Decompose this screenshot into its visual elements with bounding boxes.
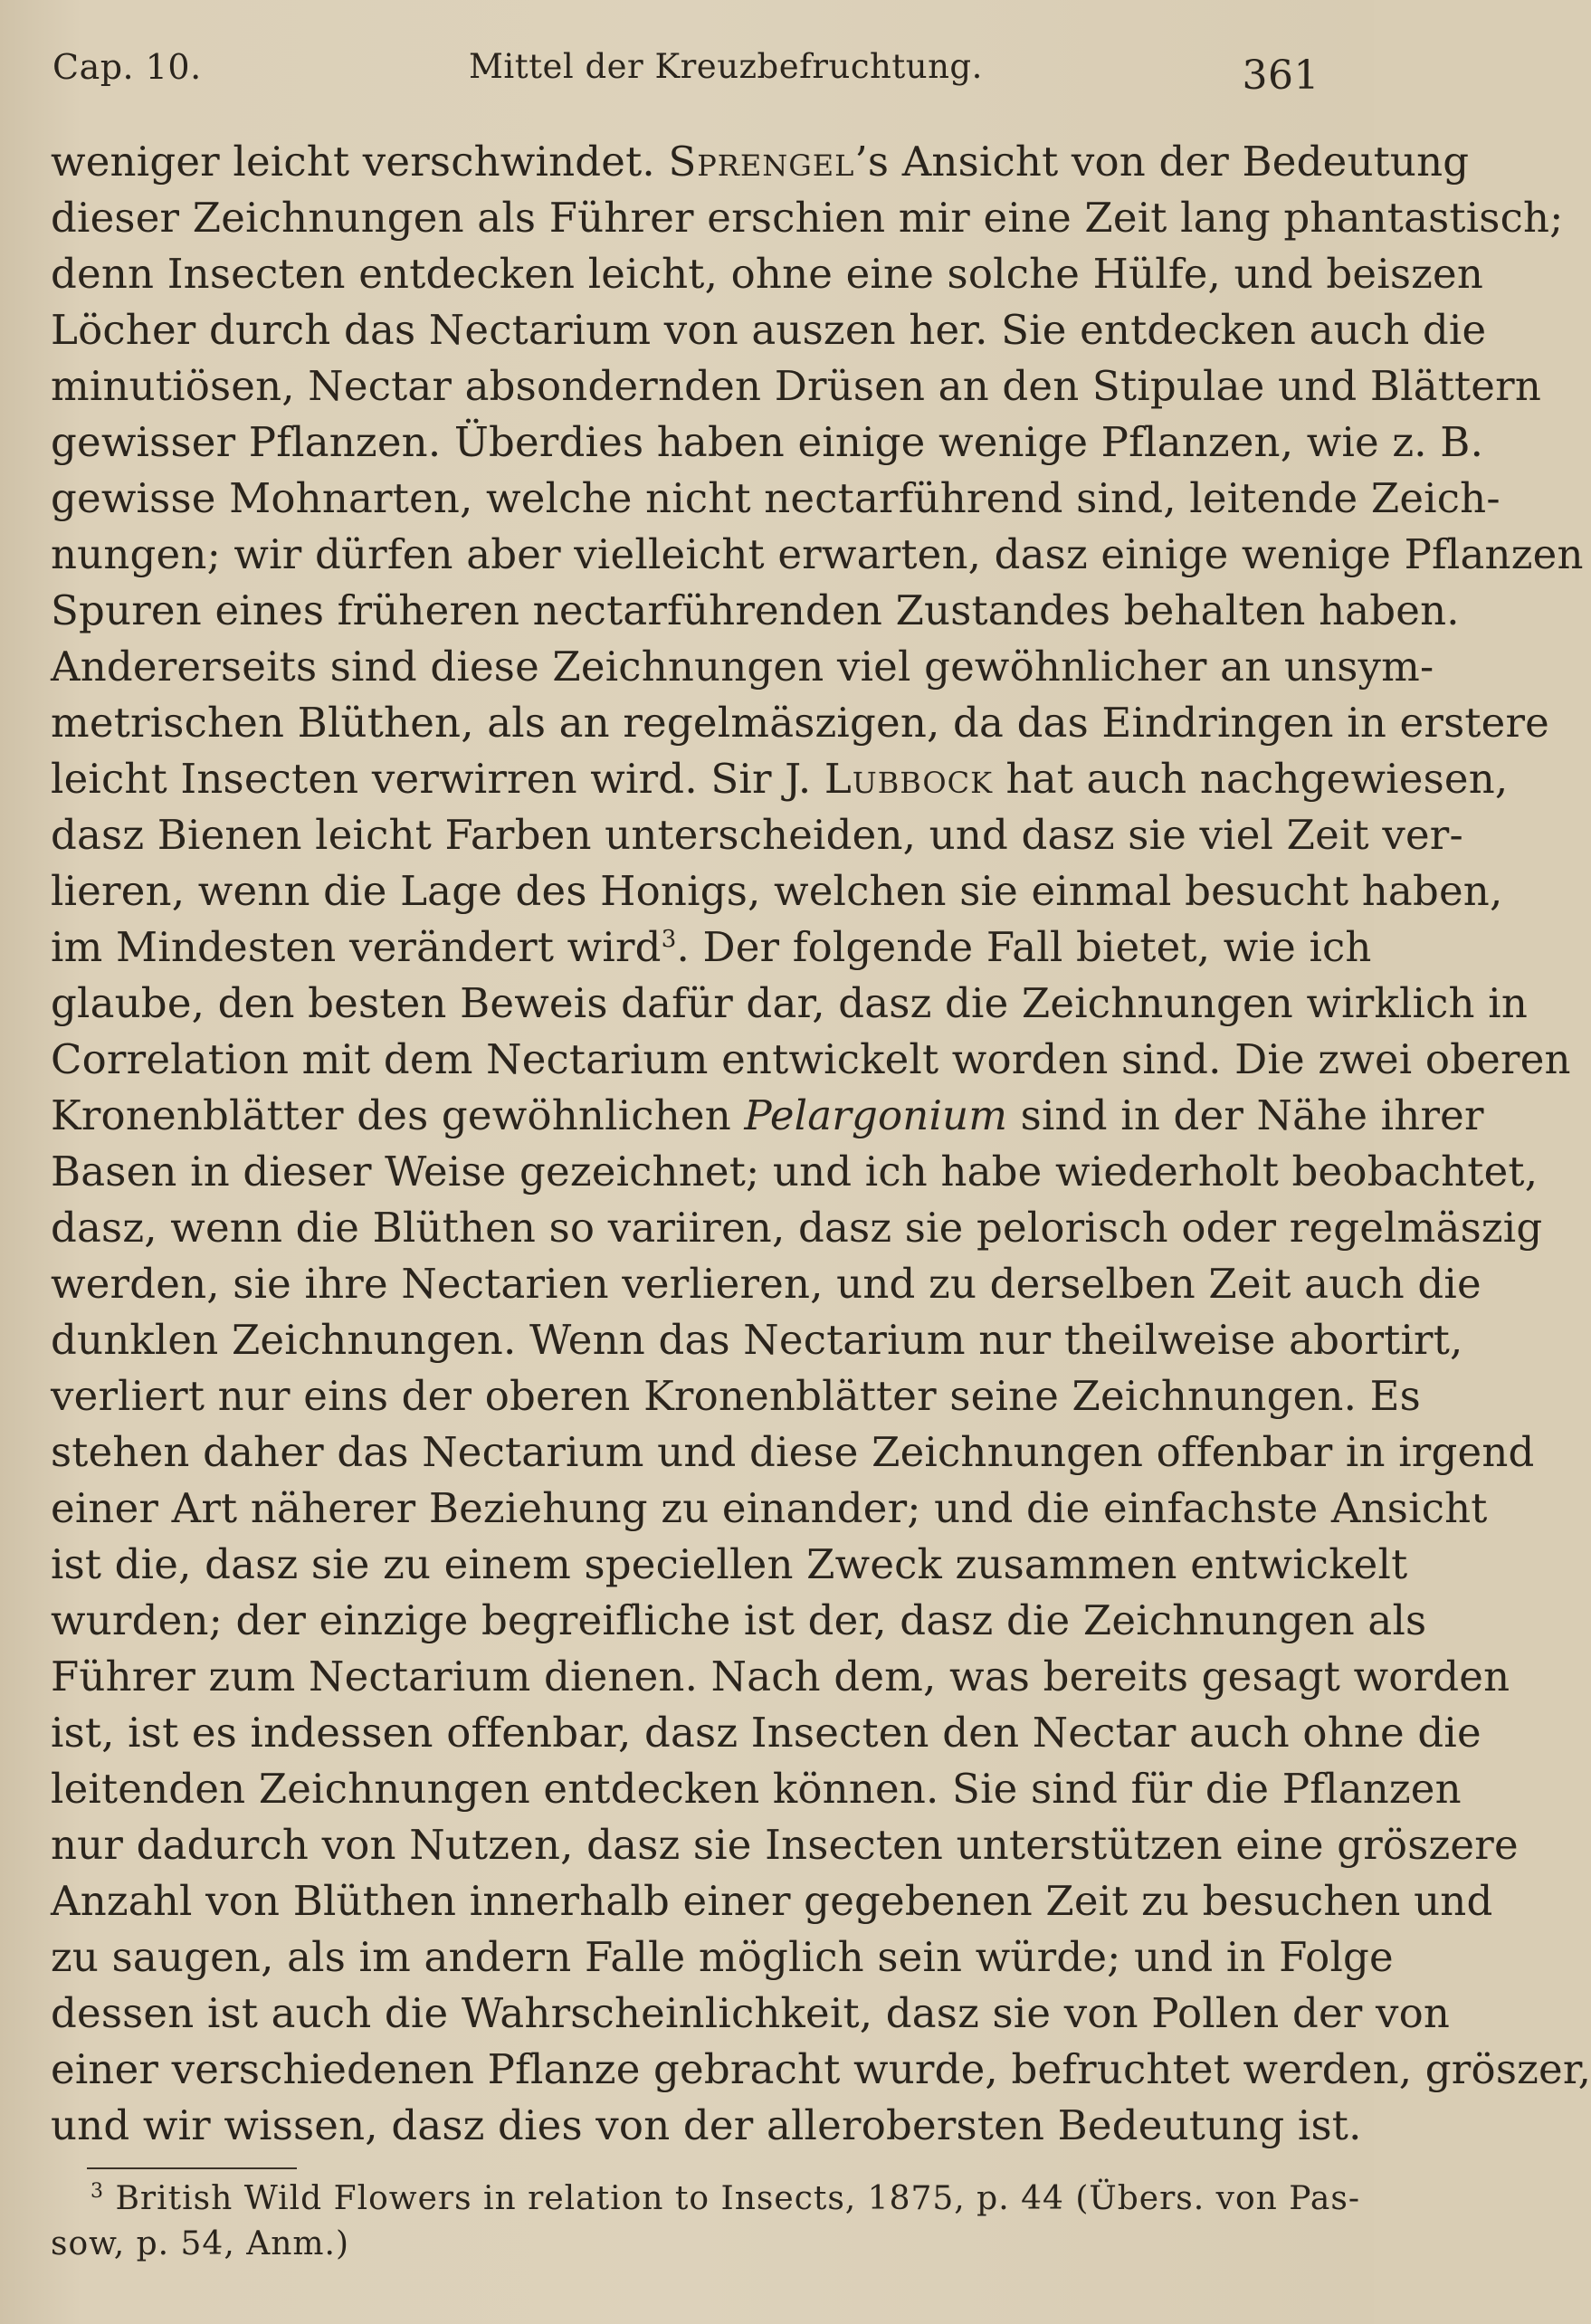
genus-name-italic: Pelargonium <box>744 1091 1008 1139</box>
text-line: im Mindesten verändert wird$^3$. Der folgende Fall bietet, wie ich <box>51 923 1372 971</box>
footnote-marker: 3 <box>91 2180 104 2203</box>
chapter-label: Cap. 10. <box>52 47 202 87</box>
running-title: Mittel der Kreuzbefruchtung. <box>469 47 983 86</box>
page-number: 361 <box>1242 52 1319 99</box>
text-line: dunklen Zeichnungen. Wenn das Nectarium nur theilweise abortirt, <box>51 1316 1463 1364</box>
text-line: Basen in dieser Weise gezeichnet; und ich habe wiederholt beobachtet, <box>51 1148 1539 1195</box>
text-line: Kronenblätter des gewöhnlichen Pelargonium sind in der Nähe ihrer <box>51 1091 1484 1139</box>
text-line: stehen daher das Nectarium und diese Zeichnungen offenbar in irgend <box>51 1428 1535 1476</box>
text-line: zu saugen, als im andern Falle möglich sein würde; und in Folge <box>51 1933 1394 1981</box>
text-line: gewisser Pflanzen. Überdies haben einige wenige Pflanzen, wie z. B. <box>51 418 1484 466</box>
footnote-divider <box>87 2167 297 2169</box>
text-line: gewisse Mohnarten, welche nicht nectarführend sind, leitende Zeich- <box>51 474 1500 522</box>
text-line: denn Insecten entdecken leicht, ohne eine solche Hülfe, und beiszen <box>51 250 1484 298</box>
text-line: Andererseits sind diese Zeichnungen viel gewöhnlicher an unsym- <box>51 643 1434 691</box>
running-header <box>52 47 1338 101</box>
text-line: minutiösen, Nectar absondernden Drüsen an den Stipulae und Blättern <box>51 362 1542 410</box>
text-line: nur dadurch von Nutzen, dasz sie Insecten unterstützen eine gröszere <box>51 1821 1519 1869</box>
main-paragraph <box>51 134 1591 2154</box>
text-line: dasz Bienen leicht Farben unterscheiden, und dasz sie viel Zeit ver- <box>51 811 1463 859</box>
text-line: einer verschiedenen Pflanze gebracht wurde, befruchtet werden, gröszer, <box>51 2045 1591 2093</box>
footnote-line: sow, p. 54, Anm.) <box>51 2225 350 2262</box>
footnote <box>51 2176 1361 2267</box>
text-line: ist, ist es indessen offenbar, dasz Insecten den Nectar auch ohne die <box>51 1709 1481 1757</box>
text-line: werden, sie ihre Nectarien verlieren, und zu derselben Zeit auch die <box>51 1260 1481 1308</box>
text-line: weniger leicht verschwindet. Sprengel’s Ansicht von der Bedeutung <box>51 138 1470 186</box>
text-line: dessen ist auch die Wahrscheinlichkeit, dasz sie von Pollen der von <box>51 1989 1451 2037</box>
footnote-line: $^3$ British Wild Flowers in relation to Insects, 1875, p. 44 (Übers. von Pas- <box>91 2180 1361 2217</box>
text-line: dasz, wenn die Blüthen so variiren, dasz sie pelorisch oder regelmäszig <box>51 1204 1543 1252</box>
author-name-sprengel: Sprengel <box>668 138 855 186</box>
text-line: leicht Insecten verwirren wird. Sir J. Lubbock hat auch nachgewiesen, <box>51 755 1509 803</box>
text-line: dieser Zeichnungen als Führer erschien mir eine Zeit lang phantastisch; <box>51 194 1564 242</box>
text-line: metrischen Blüthen, als an regelmäszigen, da das Eindringen in erstere <box>51 699 1550 747</box>
text-line: lieren, wenn die Lage des Honigs, welchen sie einmal besucht haben, <box>51 867 1503 915</box>
text-line: einer Art näherer Beziehung zu einander; und die einfachste Ansicht <box>51 1484 1488 1532</box>
text-line: Spuren eines früheren nectarführenden Zustandes behalten haben. <box>51 586 1460 634</box>
text-line: glaube, den besten Beweis dafür dar, dasz die Zeichnungen wirklich in <box>51 979 1528 1027</box>
text-line: ist die, dasz sie zu einem speciellen Zweck zusammen entwickelt <box>51 1540 1408 1588</box>
text-line: und wir wissen, dasz dies von der allerobersten Bedeutung ist. <box>51 2101 1362 2149</box>
text-line: leitenden Zeichnungen entdecken können. Sie sind für die Pflanzen <box>51 1765 1462 1813</box>
text-line: Löcher durch das Nectarium von auszen her. Sie entdecken auch die <box>51 306 1487 354</box>
text-line: Führer zum Nectarium dienen. Nach dem, was bereits gesagt worden <box>51 1653 1510 1700</box>
text-line: wurden; der einzige begreifliche ist der, dasz die Zeichnungen als <box>51 1596 1427 1644</box>
text-line: Anzahl von Blüthen innerhalb einer gegebenen Zeit zu besuchen und <box>51 1877 1493 1925</box>
footnote-reference: 3 <box>661 926 677 953</box>
author-name-lubbock: Lubbock <box>824 755 994 803</box>
text-line: nungen; wir dürfen aber vielleicht erwarten, dasz einige wenige Pflanzen <box>51 530 1584 578</box>
text-line: verliert nur eins der oberen Kronenblätter seine Zeichnungen. Es <box>51 1372 1421 1420</box>
text-line: Correlation mit dem Nectarium entwickelt worden sind. Die zwei oberen <box>51 1035 1571 1083</box>
